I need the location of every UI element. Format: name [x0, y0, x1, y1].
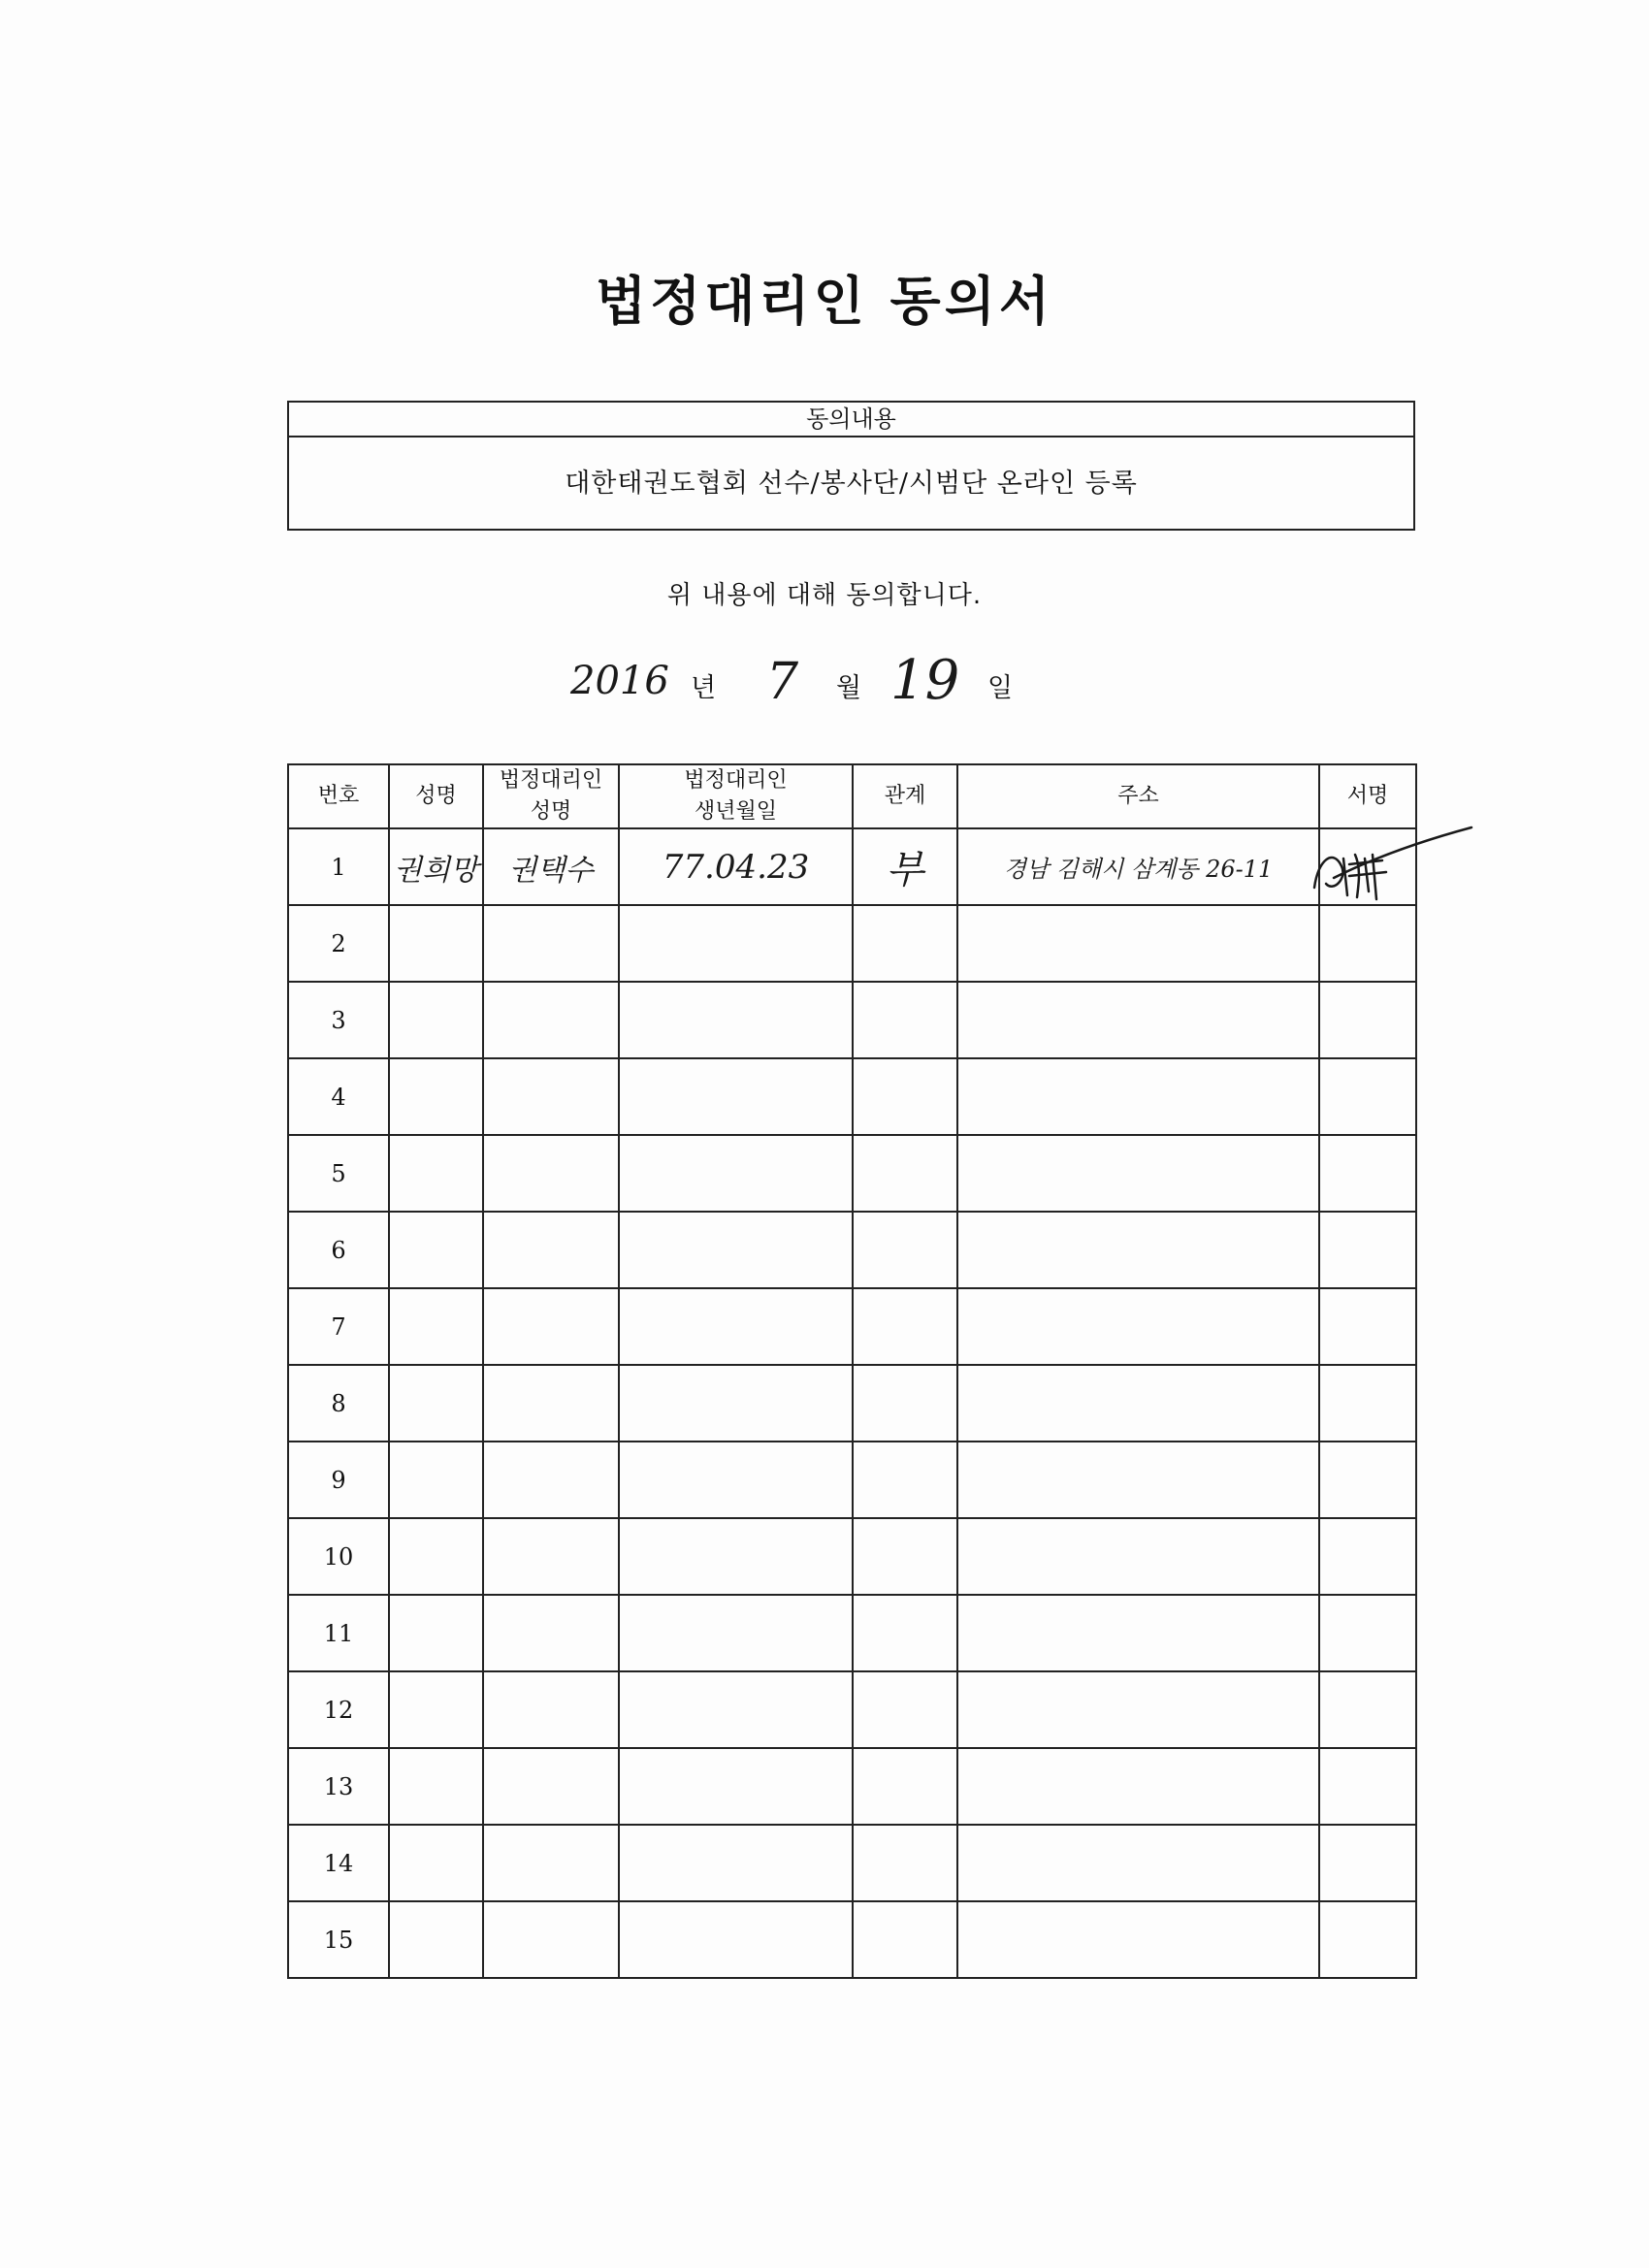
cell-guardian-name	[483, 1901, 619, 1978]
header-guardian-birth-line1: 법정대리인	[684, 768, 788, 793]
cell-relation	[853, 1212, 957, 1288]
header-relation: 관계	[853, 764, 957, 828]
date-month-value: 7	[766, 653, 799, 711]
header-guardian-name	[483, 764, 619, 828]
cell-signature	[1319, 1518, 1416, 1595]
cell-guardian-birth	[619, 1442, 853, 1518]
cell-address	[957, 1058, 1319, 1135]
cell-name	[389, 1365, 483, 1442]
cell-no: 2	[288, 905, 389, 982]
date-year-value: 2016	[570, 659, 669, 703]
date-line	[0, 645, 1649, 723]
date-month-unit: 월	[836, 673, 862, 703]
table-row	[288, 905, 1416, 982]
cell-guardian-birth	[619, 1748, 853, 1825]
header-guardian-birth	[619, 764, 853, 828]
cell-guardian-name	[483, 1748, 619, 1825]
header-guardian-name-line2: 성명	[530, 799, 572, 824]
cell-name	[389, 1058, 483, 1135]
cell-guardian-name	[483, 1825, 619, 1901]
consent-header: 동의내용	[289, 403, 1413, 437]
table-row	[288, 1365, 1416, 1442]
cell-signature	[1319, 1288, 1416, 1365]
cell-name	[389, 1748, 483, 1825]
header-address: 주소	[957, 764, 1319, 828]
cell-guardian-birth	[619, 1135, 853, 1212]
cell-no: 9	[288, 1442, 389, 1518]
cell-guardian-name-text: 권택수	[508, 853, 594, 888]
cell-name	[389, 1288, 483, 1365]
signature-mark	[1305, 820, 1479, 907]
cell-guardian-name	[483, 1365, 619, 1442]
cell-no: 13	[288, 1748, 389, 1825]
header-guardian-birth-line2: 생년월일	[694, 799, 777, 824]
document-title: 법정대리인 동의서	[595, 270, 1054, 332]
cell-no: 12	[288, 1671, 389, 1748]
cell-signature	[1319, 1212, 1416, 1288]
table-row	[288, 1058, 1416, 1135]
cell-address	[957, 982, 1319, 1058]
cell-guardian-birth	[619, 1825, 853, 1901]
cell-no: 15	[288, 1901, 389, 1978]
cell-name-text: 권희망	[394, 853, 478, 888]
cell-guardian-birth-text: 77.04.23	[662, 847, 810, 887]
cell-signature	[1319, 1748, 1416, 1825]
cell-signature	[1319, 982, 1416, 1058]
table-header-row	[288, 764, 1416, 828]
cell-guardian-birth	[619, 905, 853, 982]
cell-relation	[853, 1671, 957, 1748]
header-no: 번호	[288, 764, 389, 828]
cell-address	[957, 1288, 1319, 1365]
cell-name	[389, 1901, 483, 1978]
cell-signature	[1319, 1442, 1416, 1518]
cell-address	[957, 1442, 1319, 1518]
cell-address	[957, 1901, 1319, 1978]
cell-no: 10	[288, 1518, 389, 1595]
cell-address	[957, 1518, 1319, 1595]
cell-name	[389, 828, 483, 905]
cell-signature	[1319, 1595, 1416, 1671]
header-signature: 서명	[1319, 764, 1416, 828]
cell-signature	[1319, 1901, 1416, 1978]
cell-relation	[853, 1595, 957, 1671]
cell-guardian-birth	[619, 1595, 853, 1671]
cell-address	[957, 1748, 1319, 1825]
cell-relation	[853, 1901, 957, 1978]
header-name: 성명	[389, 764, 483, 828]
cell-guardian-name	[483, 905, 619, 982]
cell-no: 6	[288, 1212, 389, 1288]
cell-guardian-name	[483, 1058, 619, 1135]
cell-guardian-birth	[619, 1518, 853, 1595]
cell-guardian-birth	[619, 1671, 853, 1748]
cell-relation	[853, 1518, 957, 1595]
cell-address	[957, 905, 1319, 982]
cell-guardian-name	[483, 1135, 619, 1212]
cell-signature	[1319, 1671, 1416, 1748]
cell-relation	[853, 1748, 957, 1825]
cell-no: 7	[288, 1288, 389, 1365]
table-row	[288, 1442, 1416, 1518]
cell-guardian-birth	[619, 1212, 853, 1288]
table-row	[288, 1748, 1416, 1825]
table-row	[288, 828, 1416, 905]
date-year-unit: 년	[691, 673, 717, 703]
cell-name	[389, 1825, 483, 1901]
cell-address	[957, 1212, 1319, 1288]
cell-relation-text: 부	[886, 848, 924, 892]
table-row	[288, 1901, 1416, 1978]
table-row	[288, 1135, 1416, 1212]
cell-guardian-birth	[619, 1288, 853, 1365]
cell-relation	[853, 1365, 957, 1442]
cell-signature	[1319, 1825, 1416, 1901]
cell-name	[389, 1212, 483, 1288]
cell-signature	[1319, 1058, 1416, 1135]
table-row	[288, 1595, 1416, 1671]
cell-no: 3	[288, 982, 389, 1058]
cell-relation	[853, 1442, 957, 1518]
cell-no: 1	[288, 828, 389, 905]
cell-name	[389, 905, 483, 982]
cell-no: 8	[288, 1365, 389, 1442]
cell-name	[389, 1595, 483, 1671]
cell-relation	[853, 1288, 957, 1365]
table-row	[288, 1288, 1416, 1365]
agreement-text: 위 내용에 대해 동의합니다.	[666, 581, 983, 610]
cell-guardian-birth	[619, 1058, 853, 1135]
date-day-value: 19	[890, 649, 960, 712]
table-row	[288, 1212, 1416, 1288]
cell-guardian-name	[483, 1288, 619, 1365]
cell-address	[957, 1365, 1319, 1442]
cell-guardian-name	[483, 1595, 619, 1671]
consent-box	[287, 401, 1415, 531]
cell-name	[389, 1518, 483, 1595]
cell-relation	[853, 828, 957, 905]
cell-guardian-name	[483, 1442, 619, 1518]
date-day-unit: 일	[987, 673, 1014, 703]
table-row	[288, 982, 1416, 1058]
cell-guardian-birth	[619, 828, 853, 905]
table-row	[288, 1825, 1416, 1901]
cell-guardian-name	[483, 1212, 619, 1288]
cell-name	[389, 982, 483, 1058]
cell-name	[389, 1442, 483, 1518]
cell-address	[957, 828, 1319, 905]
cell-no: 4	[288, 1058, 389, 1135]
cell-guardian-birth	[619, 1901, 853, 1978]
cell-address	[957, 1825, 1319, 1901]
consent-body: 대한태권도협회 선수/봉사단/시범단 온라인 등록	[565, 469, 1138, 499]
cell-address	[957, 1595, 1319, 1671]
cell-guardian-name	[483, 982, 619, 1058]
cell-guardian-name	[483, 1518, 619, 1595]
cell-guardian-name	[483, 1671, 619, 1748]
cell-relation	[853, 1135, 957, 1212]
cell-guardian-birth	[619, 982, 853, 1058]
cell-relation	[853, 905, 957, 982]
cell-name	[389, 1135, 483, 1212]
cell-name	[389, 1671, 483, 1748]
cell-signature	[1319, 1365, 1416, 1442]
cell-address-text: 경남 김해시 삼계동 26-11	[1003, 856, 1274, 883]
cell-signature	[1319, 905, 1416, 982]
cell-signature	[1319, 1135, 1416, 1212]
cell-relation	[853, 1058, 957, 1135]
cell-guardian-name	[483, 828, 619, 905]
table-row	[288, 1671, 1416, 1748]
cell-relation	[853, 982, 957, 1058]
cell-address	[957, 1135, 1319, 1212]
cell-address	[957, 1671, 1319, 1748]
cell-no: 11	[288, 1595, 389, 1671]
cell-no: 14	[288, 1825, 389, 1901]
table-row	[288, 1518, 1416, 1595]
cell-guardian-birth	[619, 1365, 853, 1442]
cell-relation	[853, 1825, 957, 1901]
cell-no: 5	[288, 1135, 389, 1212]
roster-table	[287, 763, 1417, 1979]
header-guardian-name-line1: 법정대리인	[499, 768, 603, 793]
